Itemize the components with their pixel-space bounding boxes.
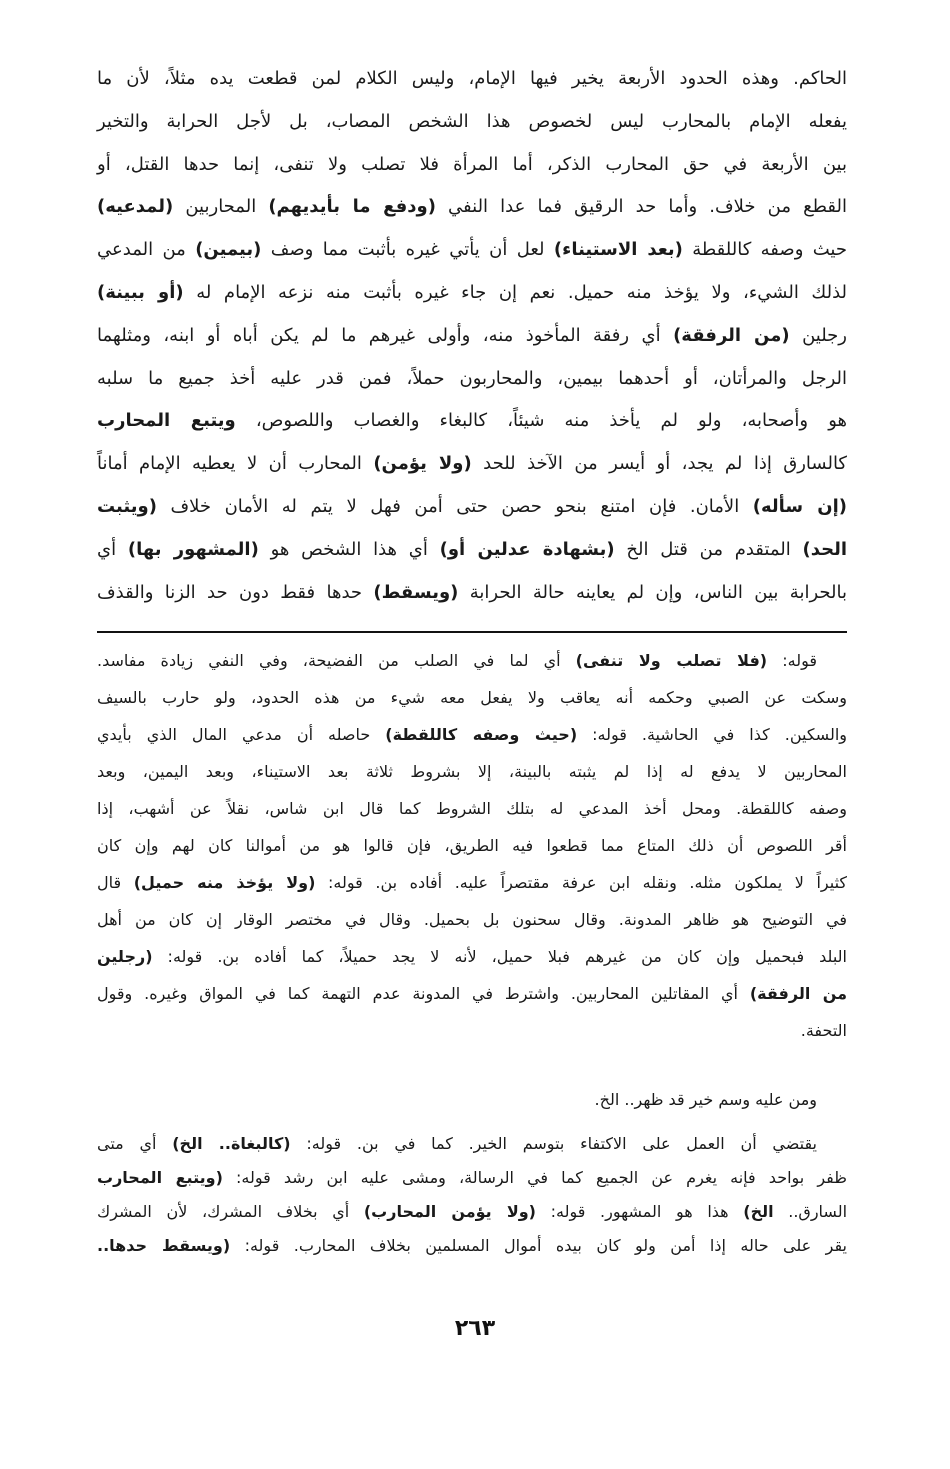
text-segment: هذا هو المشهور. قوله: (536, 1202, 744, 1221)
main-text-line (97, 111, 847, 133)
text-segment: حيث وصفه كاللقطة (682, 239, 847, 261)
bold-quoted-phrase: (ويسقط حدها.. (97, 1236, 231, 1255)
main-text-line (97, 410, 847, 432)
text-segment: الرجل والمرأتان، أو أحدهما بيمين، والمحاربون حملاً، فمن قدر عليه أخذ جميع ما سلبه (97, 367, 847, 389)
bold-quoted-phrase: (ويثبت (97, 496, 157, 517)
bold-quoted-phrase: (ويتبع المحارب (97, 1168, 223, 1187)
bold-quoted-phrase: الخ) (743, 1202, 774, 1221)
footnote-line (97, 1021, 847, 1040)
text-segment: أي لما في الصلب من الفضيحة، وفي النفي زيادة مفاسد. (97, 651, 576, 670)
text-segment: أي رفقة المأخوذ منه، وأولى غيرهم ما لم يكن أباه أو ابنه، ومثلهما (97, 324, 674, 346)
text-segment: بين الأربعة في حق المحارب الذكر، أما المرأة فلا تصلب ولا تنفى، إنما حدها القتل، أو (97, 153, 847, 175)
text-segment: يفعله الإمام بالمحارب ليس لخصوص هذا الشخص المصاب، بل لأجل الحرابة والتخير (97, 110, 847, 132)
text-segment: في التوضيح هو ظاهر المدونة. وقال سحنون بل بحميل. وقال في مختصر الوقار إن كان من أهل (97, 910, 847, 929)
footnote-line (97, 1134, 847, 1153)
footnote-line (97, 762, 847, 781)
bold-quoted-phrase: (لمدعيه) (97, 196, 174, 218)
bold-quoted-phrase: (المشهور بها) (127, 538, 259, 560)
text-segment: قال (97, 873, 134, 892)
footnote-line (97, 651, 847, 670)
text-segment: والسكين. كذا في الحاشية. قوله: (577, 725, 847, 744)
text-segment: أي بخلاف المشرك، لأن المشرك (97, 1202, 364, 1221)
text-segment: كثيراً لا يملكون مثله. ونقله ابن عرفة مقتصراً عليه. أفاده بن. قوله: (315, 873, 848, 892)
footnote-line (97, 688, 847, 707)
footnote-line (97, 1168, 847, 1187)
text-segment: وصفه كاللقطة. ومحل أخذ المدعي له بتلك الشروط كما قال ابن شاس، نقلاً عن أشهب، إذا (97, 799, 847, 818)
bold-quoted-phrase: (إن سأله) (752, 496, 847, 517)
footnote-line (97, 910, 847, 929)
main-text-line (97, 282, 847, 304)
bold-quoted-phrase: (فلا تصلب ولا تنفى) (575, 651, 768, 670)
text-segment: قوله: (767, 651, 817, 670)
bold-quoted-phrase: (أو ببينة) (97, 282, 184, 303)
text-segment: أي (97, 538, 128, 560)
text-segment: لذلك الشيء، ولا يؤخذ منه حميل. نعم إن جاء غيره بأثبت منه نزعه الإمام له (183, 282, 847, 303)
bold-quoted-phrase: (كالبغاة.. الخ) (172, 1134, 291, 1153)
main-text-line (97, 539, 847, 561)
bold-quoted-phrase: (من الرفقة) (673, 324, 790, 346)
text-segment: من المدعي (97, 239, 196, 261)
text-segment: التحفة. (800, 1021, 847, 1040)
footnote-line (97, 725, 847, 744)
text-segment: يقتضي أن العمل على الاكتفاء بتوسم الخير. كما في بن. قوله: (290, 1134, 818, 1153)
text-segment: ظفر بواحد فإنه يغرم عن الجميع كما في الرسالة، ومشى عليه ابن رشد قوله: (222, 1168, 848, 1187)
bold-quoted-phrase: (ودفع ما بأيديهم) (268, 196, 436, 218)
bold-quoted-phrase: الحد) (802, 538, 848, 560)
text-segment: بالحرابة بين الناس، وإن لم يعاينه حالة الحرابة (458, 581, 847, 603)
text-segment: الأمان. فإن امتنع بنحو حصن حتى أمن فهل لا يتم له الأمان خلاف (156, 496, 753, 517)
text-segment: المحاربين لا يدفع له إذا لم يثبته بالبينة، إلا بشروط ثلاثة بعد الاستيناء، وبعد اليمين، وبعد (97, 762, 847, 781)
bold-quoted-phrase: (ولا يؤمن المحارب) (363, 1202, 536, 1221)
page-number: ٢٦٣ (454, 1316, 496, 1341)
main-text-line (97, 154, 847, 176)
text-segment: يقر على حاله إذا أمن ولو كان بيده أموال المسلمين بخلاف المحارب. قوله: (230, 1236, 848, 1255)
footnote-line (97, 836, 847, 855)
bold-quoted-phrase: (ولا يؤمن) (373, 453, 472, 475)
footnote-line (97, 1236, 847, 1255)
text-segment: المحاربين (173, 196, 269, 218)
bold-quoted-phrase: (بيمين) (195, 239, 262, 261)
text-segment: كالسارق إذا لم يجد، أو أيسر من الآخذ للحد (471, 453, 847, 475)
main-text-line (97, 325, 847, 347)
footnote-separator (97, 631, 847, 633)
text-segment: المتقدم من قتل الخ (614, 538, 803, 560)
text-segment: حاصله أن مدعي المال الذي بأيدي (97, 725, 386, 744)
bold-quoted-phrase: (ولا يؤخذ منه حميل) (133, 873, 316, 892)
text-segment: الحاكم. وهذه الحدود الأربعة يخير فيها الإمام، وليس الكلام لمن قطعت يده مثلاً، لأن ما (97, 68, 847, 89)
text-segment: السارق.. (773, 1202, 848, 1221)
footnote-line (97, 1202, 847, 1221)
text-segment: وسكت عن الصبي وحكمه أنه يعاقب ولا يفعل معه شيء من هذه الحدود، ولو حارب بالسيف (97, 688, 847, 707)
bold-quoted-phrase: (حيث وصفه كاللقطة) (385, 725, 578, 744)
footnote-line (97, 984, 847, 1003)
bold-quoted-phrase: (بشهادة عدلين أو) (439, 538, 615, 560)
text-segment: لعل أن يأتي غيره بأثبت مما وصف (261, 239, 554, 261)
text-segment: البلد فبحميل وإن كان من غيرهم فبلا حميل، لأنه لا يجد حميلاً، كما أفاده بن. قوله: (152, 947, 847, 966)
bold-quoted-phrase: من الرفقة) (749, 984, 848, 1003)
bold-quoted-phrase: ويتبع المحارب (97, 410, 236, 432)
bold-quoted-phrase: (بعد الاستيناء) (553, 239, 683, 261)
text-segment: رجلين (789, 324, 847, 346)
footnote-line (97, 947, 847, 966)
main-text-line (97, 453, 847, 475)
main-text-line (97, 582, 847, 604)
text-segment: القطع من خلاف. وأما حد الرقيق فما عدا النفي (435, 196, 848, 218)
footnote-line (97, 1090, 847, 1109)
text-segment: ومن عليه وسم خير قد ظهر.. الخ. (594, 1090, 817, 1109)
main-text-line (97, 239, 847, 261)
bold-quoted-phrase: (رجلين (97, 947, 153, 966)
text-segment: أي متى (97, 1134, 173, 1153)
main-text-line (97, 496, 847, 518)
text-segment: حدها فقط دون حد الزنا والقذف (97, 581, 374, 603)
bold-quoted-phrase: (ويسقط) (373, 581, 459, 603)
text-segment: المحارب أن لا يعطيه الإمام أماناً (97, 453, 374, 475)
text-segment: أي المقاتلين المحاربين. واشترط في المدونة عدم التهمة كما في المواق وغيره. وقول (97, 984, 750, 1003)
main-text-line (97, 196, 847, 218)
footnote-line (97, 799, 847, 818)
text-segment: هو وأصحابه، ولو لم يأخذ منه شيئاً، كالبغاء والغصاب واللصوص، (235, 410, 847, 432)
footnote-line (97, 873, 847, 892)
text-segment: أقر اللصوص أن ذلك المتاع مما قطعوا فيه الطريق، فإن قالوا هو من أموالنا كان لهم وإن كان (97, 836, 847, 855)
text-segment: أي هذا الشخص هو (258, 538, 440, 560)
main-text-line (97, 368, 847, 390)
main-text-line (97, 68, 847, 90)
